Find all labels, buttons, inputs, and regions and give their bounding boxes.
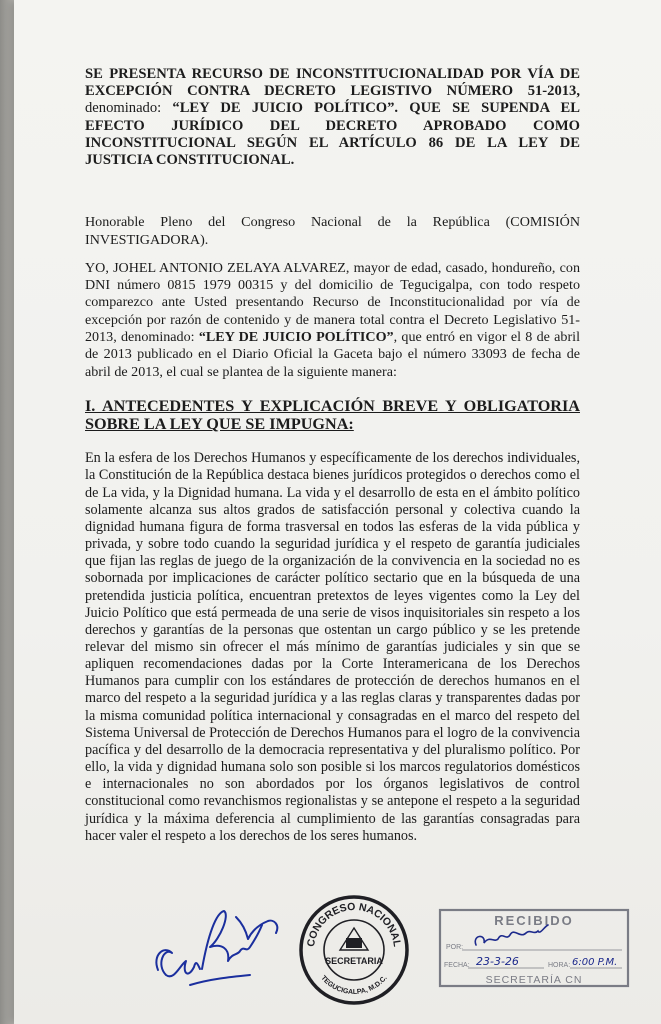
stamp-fecha-label: FECHA: [444, 962, 470, 969]
stamp-hora-label: HORA: [548, 962, 571, 969]
recibido-stamp [436, 905, 632, 991]
document-title [85, 66, 580, 169]
intro-text-b: , que entró en vigor el 8 de abril de 2013 publicado en el Diario Oficial la Gaceta bajo el número 33093 de fecha de abril de 2013, el cual se plantea de la siguiente manera: [85, 329, 580, 380]
page-edge [0, 0, 14, 1024]
stamp-por-label: POR: [446, 944, 464, 951]
stamp-fecha-value: 23-3-26 [476, 955, 519, 968]
seal-bottom-text: TEGUCIGALPA, M.D.C. [319, 974, 389, 997]
seal-top-text: CONGRESO NACIONAL [305, 900, 403, 948]
addressee-paragraph: Honorable Pleno del Congreso Nacional de la República (COMISIÓN INVESTIGADORA). [85, 214, 580, 248]
title-part-b: denominado: [85, 100, 173, 117]
svg-text:TEGUCIGALPA, M.D.C. [319, 975, 388, 996]
law-name: “LEY DE JUICIO POLÍTICO” [198, 329, 394, 345]
title-part-c: “LEY DE JUICIO POLÍTICO”. QUE SE SUPENDA EL EFECTO JURÍDICO DEL DECRETO APROBADO COMO INCONSTITUCIONAL SEGÚN EL ARTÍCULO 86 DE LA LEY DE JUSTICIA CONSTITUCIONAL. [85, 100, 580, 169]
intro-paragraph [85, 260, 580, 381]
stamp-header: RECIBIDO [494, 913, 574, 928]
stamp-footer: SECRETARÍA CN [485, 974, 583, 986]
document-body [85, 66, 580, 845]
signature [150, 895, 290, 1005]
intro-text-a: YO, JOHEL ANTONIO ZELAYA ALVAREZ, mayor de edad, casado, hondureño, con DNI número 0815 1979 00315 y del domicilio de Tegucigalpa, con todo respeto comparezco ante Usted presentando Recurso de Inconstitucionalidad por vía de excepción por razón de contenido y de manera total contra el Decreto Legislativo 51-2013, denominado: [85, 259, 580, 345]
congreso-nacional-seal [298, 894, 410, 1006]
seal-center-text: SECRETARIA [325, 956, 383, 966]
section-heading: I. ANTECEDENTES Y EXPLICACIÓN BREVE Y OBLIGATORIA SOBRE LA LEY QUE SE IMPUGNA: [85, 396, 580, 434]
title-part-a: SE PRESENTA RECURSO DE INCONSTITUCIONALIDAD POR VÍA DE EXCEPCIÓN CONTRA DECRETO LEGISTIVO NÚMERO 51-2013, [85, 66, 580, 100]
body-paragraph: En la esfera de los Derechos Humanos y específicamente de los derechos individuales, la Constitución de la República destaca bienes jurídicos protegidos o derechos como el de La vida, y la Dignidad humana. La vida y el desarrollo de esta en el ámbito político solamente alcanza sus altos grados de satisfacción personal y colectiva cuando la dignidad humana figura de forma trasversal en todos las esferas de la vida pública y privada, y sobre todo cuando la seguridad jurídica y el respeto de garantía judiciales que fijan las reglas de juego de la organización de la convivencia en la sociedad no es sobornada por implicaciones de carácter político sectario que en la búsqueda de una pretendida justicia política, encuentran pretextos de leyes vigentes como la Ley del Juicio Político que está permeada de una serie de visos inquisitoriales sin respeto a los derechos y garantías de la personas que ostentan un cargo público y se les pretende relevar del mismo sin ofrecer el más mínimo de garantías judiciales y sin que se apliquen recomendaciones dadas por la Corte Interamericana de los Derechos Humanos para cumplir con los estándares de protección de derechos humanos en el marco del respeto a la seguridad jurídica y a las reglas claras y transparentes dadas por la misma comunidad política internacional y consagradas en el marco del respeto del Sistema Universal de Protección de Derechos Humanos para el logro de la convivencia pacífica y del desarrollo de la democracia representativa y del pluralismo político. Por ello, la vida y dignidad humana solo son posible si los marcos regulatorios domésticos e internacionales no son abordados por los órganos legislativos de control constitucional como revanchismos regionalistas y se antepone el respeto a la seguridad jurídica y la máxima deferencia al cumplimiento de las garantías consagradas para hacer valer el respeto a los derechos de los seres humanos. [85, 450, 580, 844]
stamp-hora-value: 6:00 P.M. [572, 957, 618, 968]
